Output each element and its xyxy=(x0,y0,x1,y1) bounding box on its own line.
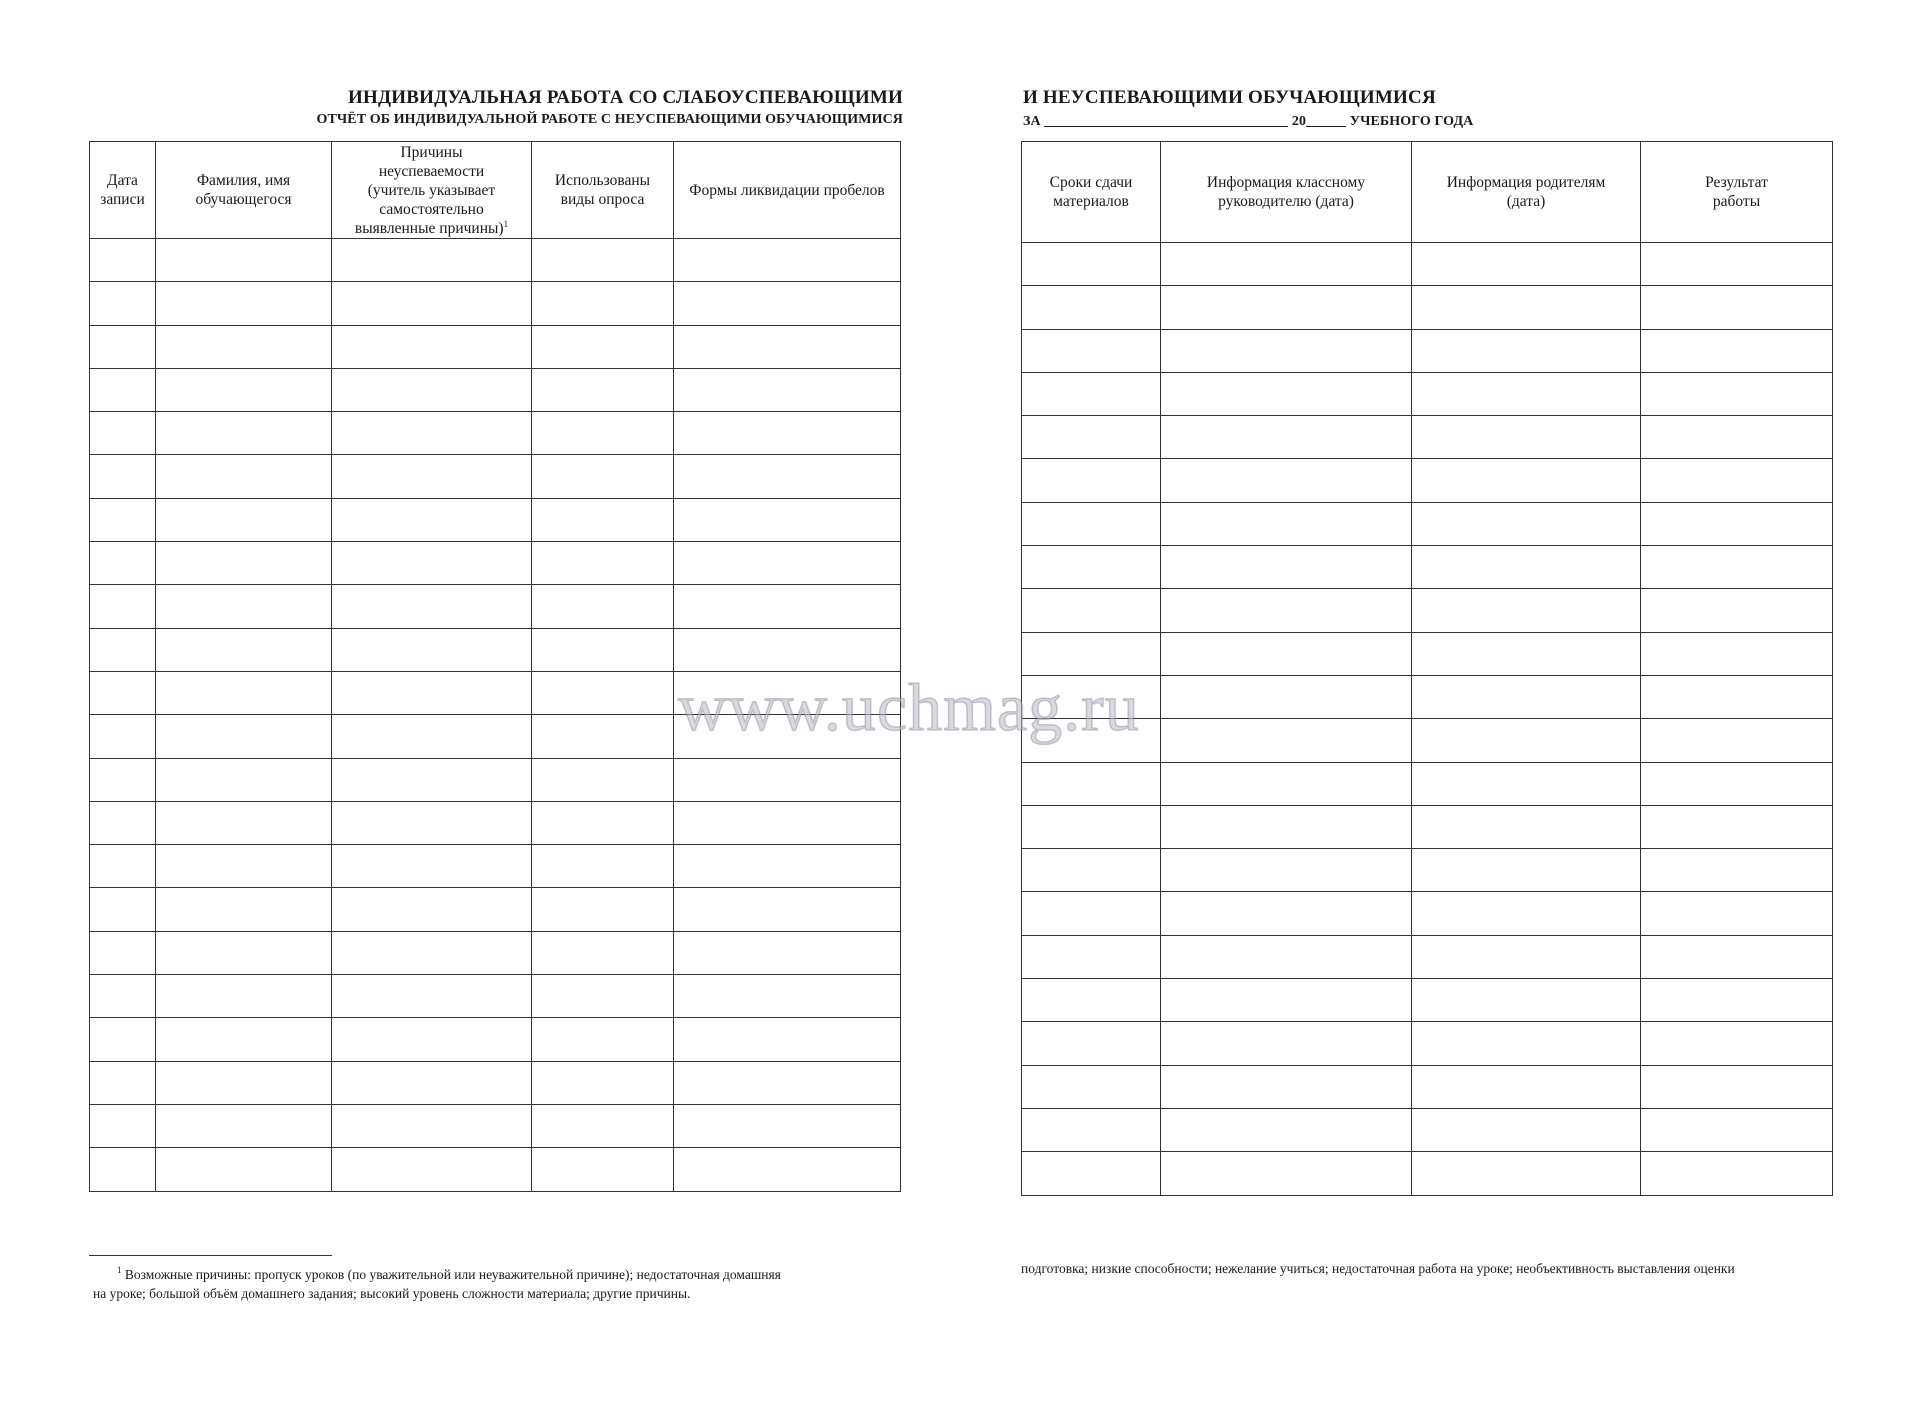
table-cell[interactable] xyxy=(674,282,901,325)
left-page-subtitle: ОТЧЁТ ОБ ИНДИВИДУАЛЬНОЙ РАБОТЕ С НЕУСПЕВАЮЩИМИ ОБУЧАЮЩИМИСЯ xyxy=(316,112,903,127)
table-cell[interactable] xyxy=(90,412,156,455)
table-cell[interactable] xyxy=(532,1061,674,1104)
table-cell[interactable] xyxy=(1022,849,1161,892)
table-row xyxy=(90,412,901,455)
table-cell[interactable] xyxy=(1641,675,1833,718)
table-cell[interactable] xyxy=(674,498,901,541)
table-cell[interactable] xyxy=(90,715,156,758)
header-line: виды опроса xyxy=(560,191,645,208)
table-cell[interactable] xyxy=(332,585,532,628)
table-cell[interactable] xyxy=(332,845,532,888)
table-cell[interactable] xyxy=(1412,416,1641,459)
table-cell[interactable] xyxy=(674,801,901,844)
table-cell[interactable] xyxy=(1641,762,1833,805)
table-cell[interactable] xyxy=(1412,849,1641,892)
table-row xyxy=(1022,935,1833,978)
table-cell[interactable] xyxy=(156,671,332,714)
table-cell[interactable] xyxy=(332,628,532,671)
table-cell[interactable] xyxy=(156,715,332,758)
column-header-parents-info xyxy=(1412,142,1641,243)
table-cell[interactable] xyxy=(532,542,674,585)
table-cell[interactable] xyxy=(532,325,674,368)
table-row xyxy=(90,585,901,628)
table-row xyxy=(1022,416,1833,459)
header-line: выявленные причины)$^1$ xyxy=(354,218,509,237)
table-cell[interactable] xyxy=(1412,632,1641,675)
table-cell[interactable] xyxy=(674,1104,901,1147)
header-line: Фамилия, имя xyxy=(196,172,291,189)
table-cell[interactable] xyxy=(156,1018,332,1061)
table-cell[interactable] xyxy=(156,239,332,282)
table-cell[interactable] xyxy=(1412,286,1641,329)
table-cell[interactable] xyxy=(156,1148,332,1191)
table-cell[interactable] xyxy=(1412,805,1641,848)
table-cell[interactable] xyxy=(674,412,901,455)
table-cell[interactable] xyxy=(90,671,156,714)
table-cell[interactable] xyxy=(1412,1108,1641,1151)
table-cell[interactable] xyxy=(532,1104,674,1147)
table-row xyxy=(1022,459,1833,502)
table-cell[interactable] xyxy=(674,845,901,888)
watermark: www.uchmag.ru xyxy=(678,669,1140,745)
table-row xyxy=(1022,805,1833,848)
table-cell[interactable] xyxy=(1022,459,1161,502)
table-row xyxy=(90,1061,901,1104)
table-row xyxy=(90,845,901,888)
header-line: Причины xyxy=(400,143,463,161)
table-cell[interactable] xyxy=(1412,502,1641,545)
table-row xyxy=(90,888,901,931)
table-cell[interactable] xyxy=(1641,286,1833,329)
table-cell[interactable] xyxy=(90,931,156,974)
header-line: неуспеваемости xyxy=(378,162,485,180)
table-cell[interactable] xyxy=(1412,935,1641,978)
table-cell[interactable] xyxy=(1641,502,1833,545)
table-cell[interactable] xyxy=(674,628,901,671)
period-blank-field[interactable] xyxy=(1044,112,1288,127)
table-cell[interactable] xyxy=(532,758,674,801)
table-cell[interactable] xyxy=(332,1148,532,1191)
right-table-header-row xyxy=(1022,142,1833,243)
header-line: Информация родителям xyxy=(1446,174,1606,191)
table-cell[interactable] xyxy=(532,455,674,498)
table-cell[interactable] xyxy=(1022,1152,1161,1195)
table-cell[interactable] xyxy=(156,282,332,325)
column-header-result xyxy=(1641,142,1833,243)
table-cell[interactable] xyxy=(1161,459,1412,502)
header-line: Результат xyxy=(1705,174,1768,191)
table-cell[interactable] xyxy=(90,585,156,628)
table-cell[interactable] xyxy=(532,628,674,671)
table-cell[interactable] xyxy=(1641,805,1833,848)
table-cell[interactable] xyxy=(332,671,532,714)
table-cell[interactable] xyxy=(332,282,532,325)
table-cell[interactable] xyxy=(156,1104,332,1147)
table-row xyxy=(90,758,901,801)
table-row xyxy=(1022,762,1833,805)
column-header-survey-types xyxy=(532,142,674,239)
right-page-title: И НЕУСПЕВАЮЩИМИ ОБУЧАЮЩИМИСЯ xyxy=(1023,87,1436,108)
table-cell[interactable] xyxy=(532,888,674,931)
table-cell[interactable] xyxy=(90,1061,156,1104)
table-cell[interactable] xyxy=(1161,979,1412,1022)
table-row xyxy=(1022,589,1833,632)
table-cell[interactable] xyxy=(156,325,332,368)
header-line: Информация классному xyxy=(1206,174,1366,191)
table-cell[interactable] xyxy=(1161,329,1412,372)
table-cell[interactable] xyxy=(1641,849,1833,892)
right-table-body xyxy=(1022,243,1833,1196)
table-cell[interactable] xyxy=(1412,719,1641,762)
table-row xyxy=(1022,849,1833,892)
table-cell[interactable] xyxy=(332,715,532,758)
table-cell[interactable] xyxy=(1022,286,1161,329)
table-cell[interactable] xyxy=(532,1148,674,1191)
table-cell[interactable] xyxy=(332,1104,532,1147)
table-cell[interactable] xyxy=(1022,416,1161,459)
table-cell[interactable] xyxy=(90,888,156,931)
table-cell[interactable] xyxy=(1641,979,1833,1022)
table-cell[interactable] xyxy=(90,975,156,1018)
table-row xyxy=(90,239,901,282)
table-cell[interactable] xyxy=(156,845,332,888)
table-row xyxy=(1022,372,1833,415)
table-cell[interactable] xyxy=(532,715,674,758)
table-cell[interactable] xyxy=(90,368,156,411)
header-line: работы xyxy=(1712,193,1761,210)
table-row xyxy=(90,282,901,325)
table-cell[interactable] xyxy=(1412,459,1641,502)
table-cell[interactable] xyxy=(90,282,156,325)
table-row xyxy=(1022,719,1833,762)
table-cell[interactable] xyxy=(532,498,674,541)
table-cell[interactable] xyxy=(674,455,901,498)
table-cell[interactable] xyxy=(90,1104,156,1147)
table-cell[interactable] xyxy=(90,801,156,844)
table-cell[interactable] xyxy=(1022,979,1161,1022)
table-cell[interactable] xyxy=(1641,329,1833,372)
table-row xyxy=(1022,329,1833,372)
table-cell[interactable] xyxy=(532,1018,674,1061)
table-cell[interactable] xyxy=(674,239,901,282)
table-cell[interactable] xyxy=(532,931,674,974)
column-header-date xyxy=(90,142,156,239)
header-line: обучающегося xyxy=(195,191,292,208)
table-cell[interactable] xyxy=(1412,329,1641,372)
table-cell[interactable] xyxy=(1412,675,1641,718)
table-cell[interactable] xyxy=(332,975,532,1018)
table-cell[interactable] xyxy=(1412,546,1641,589)
subtitle-year-prefix: 20 xyxy=(1291,114,1307,129)
table-cell[interactable] xyxy=(1161,286,1412,329)
table-cell[interactable] xyxy=(1161,1065,1412,1108)
table-cell[interactable] xyxy=(90,628,156,671)
table-cell[interactable] xyxy=(532,801,674,844)
table-cell[interactable] xyxy=(674,758,901,801)
table-cell[interactable] xyxy=(1412,979,1641,1022)
footnote-mark: 1 xyxy=(117,1265,122,1275)
table-row xyxy=(90,801,901,844)
footnote xyxy=(93,1265,781,1303)
table-cell[interactable] xyxy=(1641,719,1833,762)
table-cell[interactable] xyxy=(1161,1108,1412,1151)
table-cell[interactable] xyxy=(674,931,901,974)
table-row xyxy=(1022,892,1833,935)
table-cell[interactable] xyxy=(1641,243,1833,286)
table-cell[interactable] xyxy=(1641,416,1833,459)
header-line: самостоятельно xyxy=(379,200,484,218)
table-cell[interactable] xyxy=(1161,805,1412,848)
table-cell[interactable] xyxy=(1022,329,1161,372)
table-cell[interactable] xyxy=(1022,1022,1161,1065)
table-row xyxy=(90,931,901,974)
table-cell[interactable] xyxy=(1412,589,1641,632)
header-line: Использованы xyxy=(554,172,651,189)
table-row xyxy=(90,975,901,1018)
table-cell[interactable] xyxy=(332,888,532,931)
table-row xyxy=(90,1018,901,1061)
table-cell[interactable] xyxy=(532,368,674,411)
table-cell[interactable] xyxy=(1161,416,1412,459)
table-cell[interactable] xyxy=(532,585,674,628)
table-cell[interactable] xyxy=(332,801,532,844)
table-cell[interactable] xyxy=(1161,243,1412,286)
table-cell[interactable] xyxy=(1412,1022,1641,1065)
table-cell[interactable] xyxy=(332,368,532,411)
table-cell[interactable] xyxy=(90,542,156,585)
table-cell[interactable] xyxy=(1412,243,1641,286)
left-table-header-row xyxy=(90,142,901,239)
table-cell[interactable] xyxy=(674,975,901,1018)
table-cell[interactable] xyxy=(332,498,532,541)
table-cell[interactable] xyxy=(332,1061,532,1104)
table-cell[interactable] xyxy=(1022,372,1161,415)
table-row xyxy=(90,368,901,411)
table-cell[interactable] xyxy=(1022,502,1161,545)
footnote-continuation: подготовка; низкие способности; нежелание учиться; недостаточная работа на уроке; необъективность выставления оценки xyxy=(1021,1261,1735,1276)
table-cell[interactable] xyxy=(1161,1022,1412,1065)
table-cell[interactable] xyxy=(332,325,532,368)
header-line: Сроки сдачи xyxy=(1049,174,1133,191)
table-cell[interactable] xyxy=(532,239,674,282)
footnote-reference: 1 xyxy=(503,218,509,229)
header-line: руководителю (дата) xyxy=(1218,193,1354,210)
table-cell[interactable] xyxy=(1412,1065,1641,1108)
header-line: Формы ликвидации пробелов xyxy=(689,181,885,199)
table-cell[interactable] xyxy=(1161,632,1412,675)
table-cell[interactable] xyxy=(532,412,674,455)
left-page-title: ИНДИВИДУАЛЬНАЯ РАБОТА СО СЛАБОУСПЕВАЮЩИМИ xyxy=(348,87,903,108)
table-row xyxy=(90,1104,901,1147)
table-cell[interactable] xyxy=(90,1018,156,1061)
table-row xyxy=(1022,1022,1833,1065)
column-header-deadlines xyxy=(1022,142,1161,243)
table-cell[interactable] xyxy=(1022,243,1161,286)
table-row xyxy=(90,498,901,541)
footnote-separator xyxy=(89,1255,332,1256)
table-cell[interactable] xyxy=(1412,372,1641,415)
subtitle-suffix: УЧЕБНОГО ГОДА xyxy=(1349,114,1474,129)
table-row xyxy=(1022,243,1833,286)
table-row xyxy=(1022,632,1833,675)
table-row xyxy=(1022,502,1833,545)
table-cell[interactable] xyxy=(1412,892,1641,935)
table-cell[interactable] xyxy=(674,888,901,931)
table-cell[interactable] xyxy=(1022,589,1161,632)
table-cell[interactable] xyxy=(332,931,532,974)
table-cell[interactable] xyxy=(332,412,532,455)
table-cell[interactable] xyxy=(1161,762,1412,805)
table-row xyxy=(1022,546,1833,589)
table-cell[interactable] xyxy=(156,628,332,671)
table-cell[interactable] xyxy=(1412,1152,1641,1195)
table-cell[interactable] xyxy=(156,498,332,541)
table-row xyxy=(90,1148,901,1191)
table-row xyxy=(90,325,901,368)
table-cell[interactable] xyxy=(1641,459,1833,502)
header-line: (учитель указывает xyxy=(367,181,496,199)
table-cell[interactable] xyxy=(332,758,532,801)
table-cell[interactable] xyxy=(1161,892,1412,935)
table-cell[interactable] xyxy=(674,325,901,368)
table-cell[interactable] xyxy=(1641,632,1833,675)
column-header-student-name xyxy=(156,142,332,239)
table-cell[interactable] xyxy=(1022,935,1161,978)
table-cell[interactable] xyxy=(90,845,156,888)
table-cell[interactable] xyxy=(1161,502,1412,545)
header-line: (дата) xyxy=(1506,193,1546,210)
table-cell[interactable] xyxy=(1161,675,1412,718)
table-cell[interactable] xyxy=(1022,546,1161,589)
table-cell[interactable] xyxy=(156,542,332,585)
table-cell[interactable] xyxy=(674,1148,901,1191)
table-cell[interactable] xyxy=(1641,1022,1833,1065)
table-cell[interactable] xyxy=(156,585,332,628)
table-row xyxy=(1022,1152,1833,1195)
header-line: материалов xyxy=(1053,193,1129,210)
table-cell[interactable] xyxy=(1412,762,1641,805)
table-cell[interactable] xyxy=(90,498,156,541)
table-cell[interactable] xyxy=(1641,372,1833,415)
table-cell[interactable] xyxy=(1161,372,1412,415)
column-header-class-teacher-info xyxy=(1161,142,1412,243)
table-cell[interactable] xyxy=(1022,805,1161,848)
table-cell[interactable] xyxy=(90,455,156,498)
table-cell[interactable] xyxy=(156,888,332,931)
table-row xyxy=(1022,286,1833,329)
table-cell[interactable] xyxy=(156,931,332,974)
table-cell[interactable] xyxy=(1641,1152,1833,1195)
table-cell[interactable] xyxy=(1022,762,1161,805)
table-cell[interactable] xyxy=(90,1148,156,1191)
left-report-table xyxy=(89,141,901,1192)
header-line: записи xyxy=(100,191,145,208)
table-row xyxy=(1022,675,1833,718)
table-row xyxy=(90,542,901,585)
table-row xyxy=(1022,979,1833,1022)
right-report-table xyxy=(1021,141,1833,1196)
table-row xyxy=(1022,1065,1833,1108)
table-cell[interactable] xyxy=(674,542,901,585)
table-cell[interactable] xyxy=(90,239,156,282)
table-cell[interactable] xyxy=(156,368,332,411)
table-cell[interactable] xyxy=(674,1018,901,1061)
table-cell[interactable] xyxy=(1022,892,1161,935)
table-cell[interactable] xyxy=(532,282,674,325)
table-cell[interactable] xyxy=(1161,849,1412,892)
table-cell[interactable] xyxy=(1641,1065,1833,1108)
year-blank-field[interactable] xyxy=(1306,112,1346,127)
table-cell[interactable] xyxy=(332,542,532,585)
table-cell[interactable] xyxy=(1161,719,1412,762)
table-cell[interactable] xyxy=(674,585,901,628)
table-cell[interactable] xyxy=(156,801,332,844)
right-page-subtitle xyxy=(1023,112,1473,130)
footnote-line-2: на уроке; большой объём домашнего задания; высокий уровень сложности материала; другие причины. xyxy=(93,1286,691,1301)
table-cell[interactable] xyxy=(332,239,532,282)
table-cell[interactable] xyxy=(1641,1108,1833,1151)
table-cell[interactable] xyxy=(1022,1065,1161,1108)
table-cell[interactable] xyxy=(1641,546,1833,589)
table-cell[interactable] xyxy=(1161,546,1412,589)
table-cell[interactable] xyxy=(156,455,332,498)
table-row xyxy=(90,455,901,498)
table-cell[interactable] xyxy=(1641,935,1833,978)
table-cell[interactable] xyxy=(156,1061,332,1104)
table-cell[interactable] xyxy=(674,1061,901,1104)
table-cell[interactable] xyxy=(156,412,332,455)
subtitle-prefix: ЗА xyxy=(1023,114,1041,129)
footnote-line-1: Возможные причины: пропуск уроков (по уважительной или неуважительной причине); недостаточная домашняя xyxy=(124,1267,781,1282)
table-cell[interactable] xyxy=(90,325,156,368)
table-cell[interactable] xyxy=(332,1018,532,1061)
table-cell[interactable] xyxy=(332,455,532,498)
table-cell[interactable] xyxy=(1641,589,1833,632)
table-cell[interactable] xyxy=(674,368,901,411)
table-cell[interactable] xyxy=(1161,589,1412,632)
table-row xyxy=(1022,1108,1833,1151)
table-cell[interactable] xyxy=(1161,935,1412,978)
table-cell[interactable] xyxy=(532,975,674,1018)
table-cell[interactable] xyxy=(156,758,332,801)
table-row xyxy=(90,628,901,671)
table-cell[interactable] xyxy=(532,845,674,888)
table-cell[interactable] xyxy=(1022,1108,1161,1151)
table-cell[interactable] xyxy=(1161,1152,1412,1195)
table-cell[interactable] xyxy=(156,975,332,1018)
column-header-failure-reasons xyxy=(332,142,532,239)
table-cell[interactable] xyxy=(90,758,156,801)
table-cell[interactable] xyxy=(1641,892,1833,935)
header-line: Дата xyxy=(107,172,138,189)
column-header-gap-elimination xyxy=(674,142,901,239)
table-cell[interactable] xyxy=(532,671,674,714)
